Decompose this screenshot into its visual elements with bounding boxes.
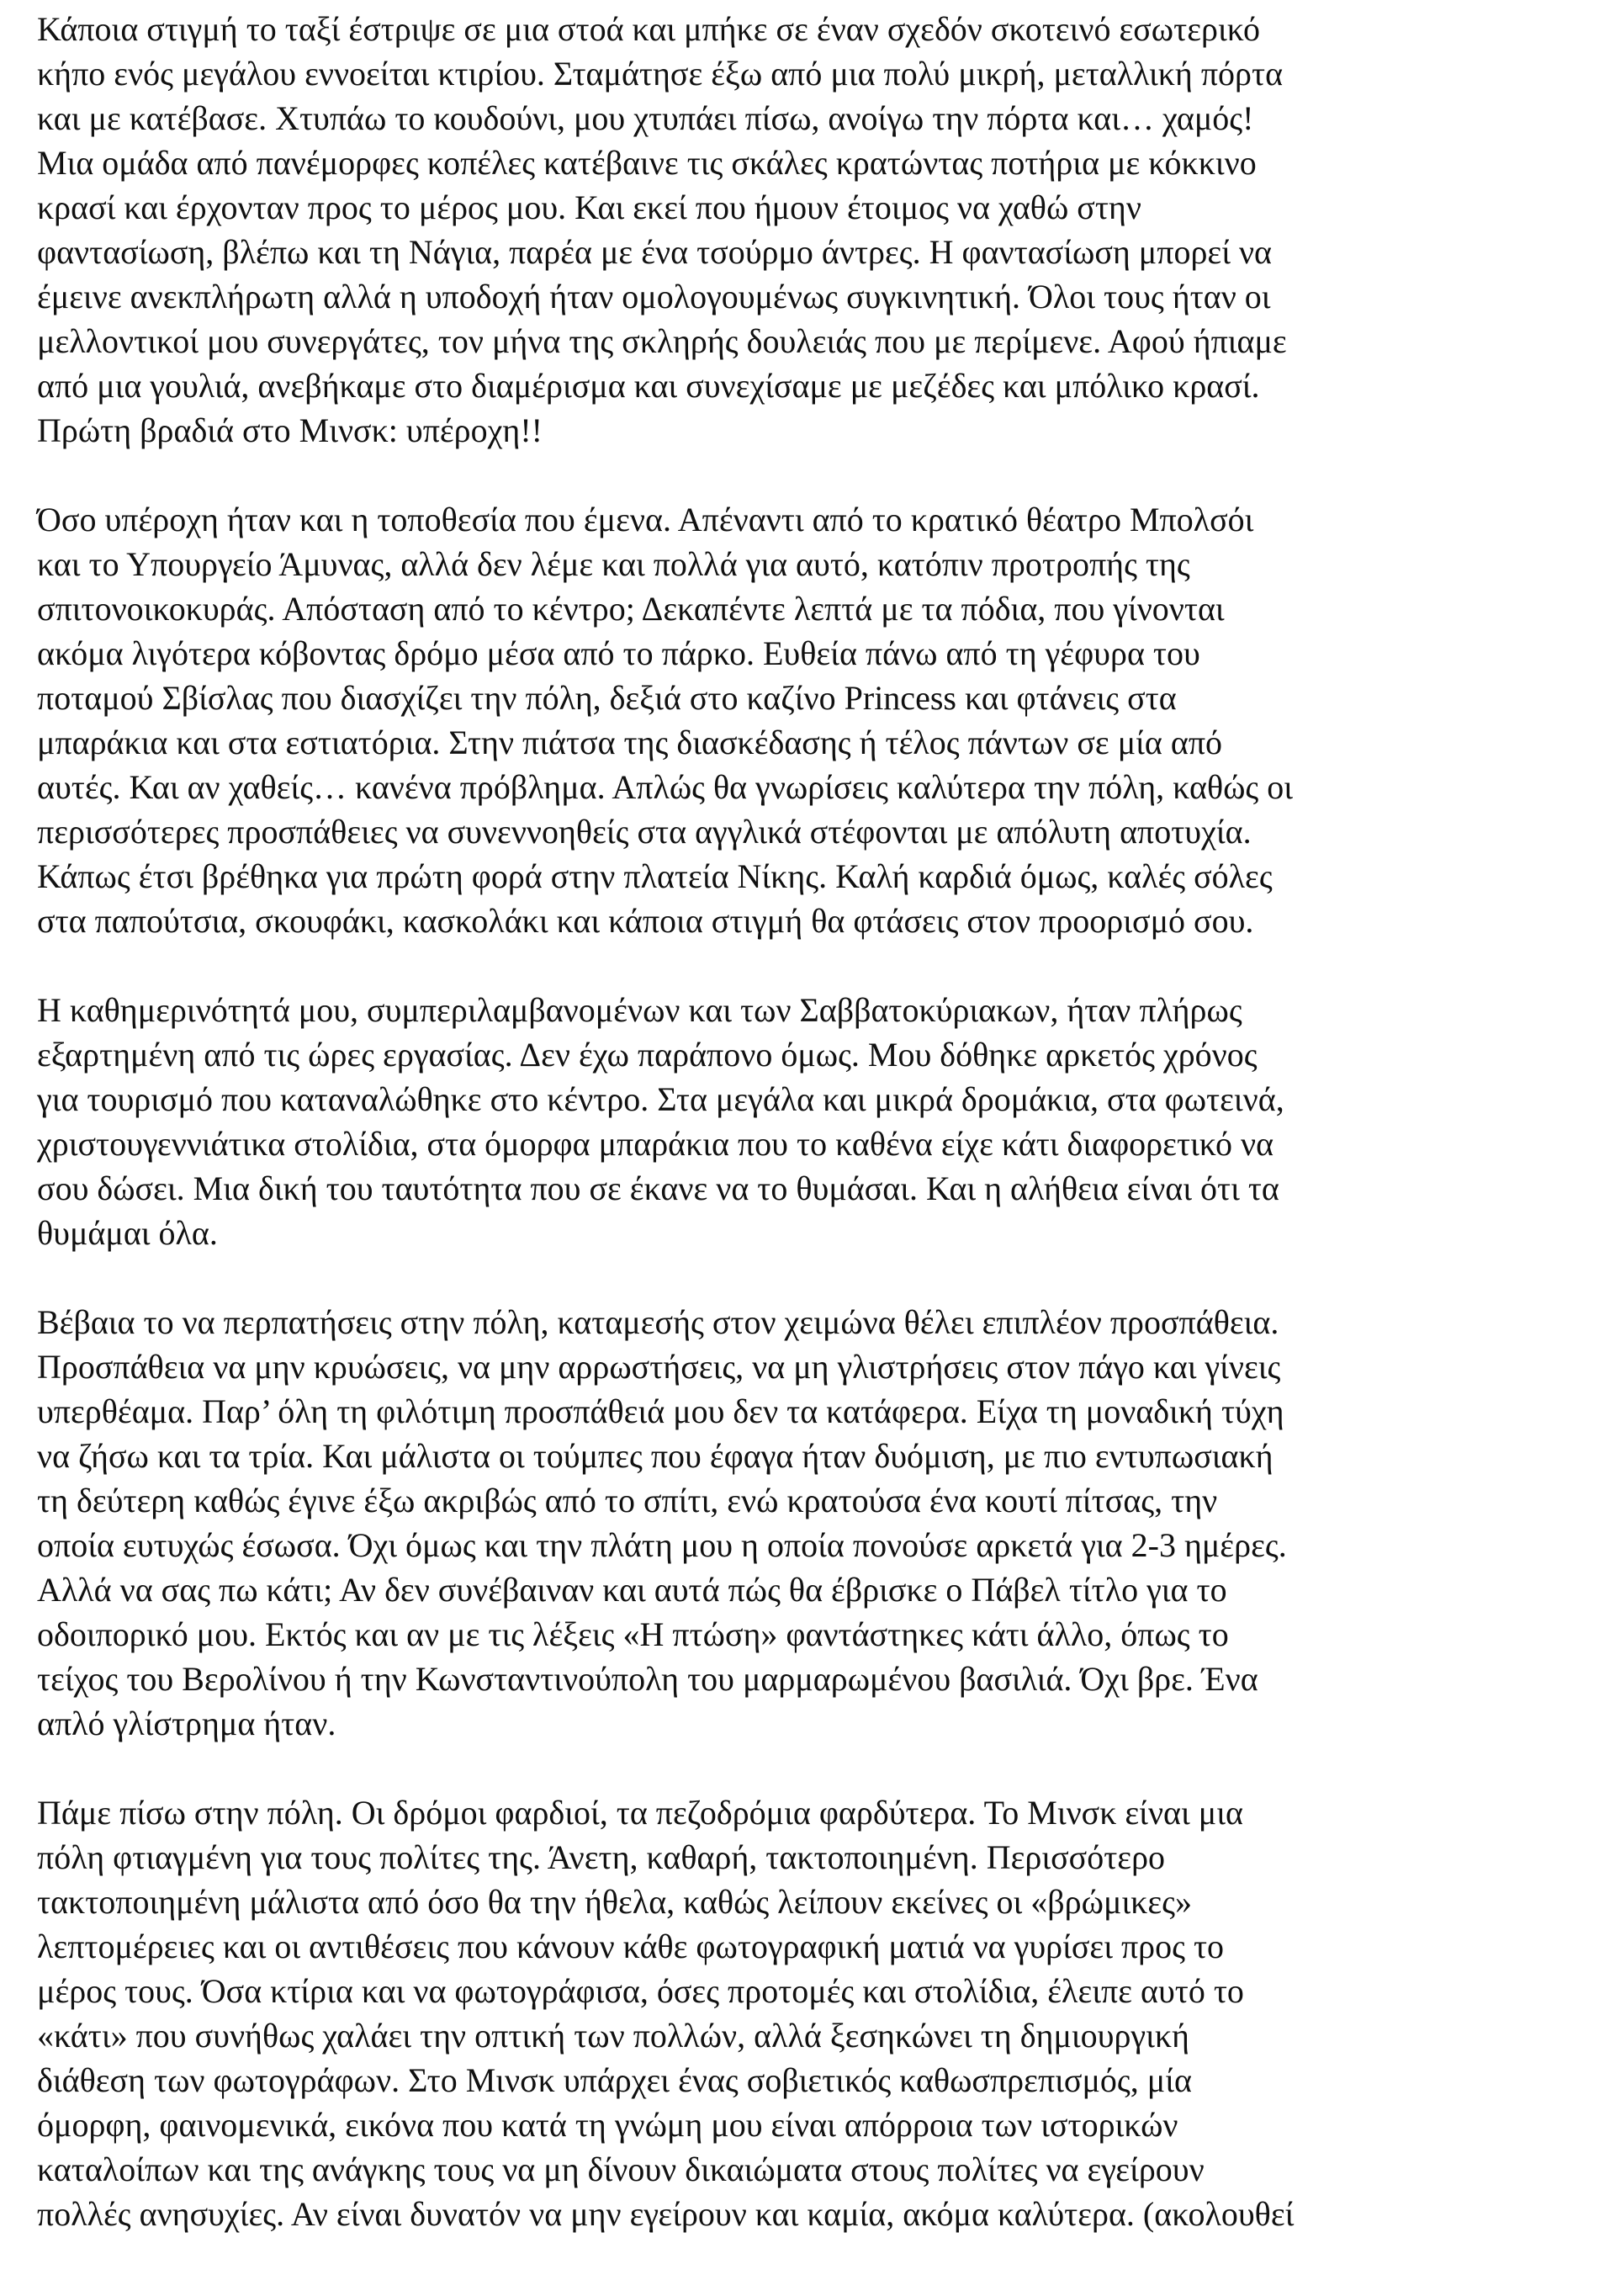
paragraph-5 bbox=[37, 1790, 1585, 2236]
text-line: χριστουγεννιάτικα στολίδια, στα όμορφα μπαράκια που το καθένα είχε κάτι διαφορετικό να bbox=[37, 1125, 1274, 1163]
paragraph-4 bbox=[37, 1300, 1585, 1746]
text-line: θυμάμαι όλα. bbox=[37, 1214, 218, 1252]
text-line: στα παπούτσια, σκουφάκι, κασκολάκι και κάποια στιγμή θα φτάσεις στον προορισμό σου. bbox=[37, 902, 1254, 940]
text-line: Πρώτη βραδιά στο Μινσκ: υπέροχη!! bbox=[37, 411, 543, 449]
text-line: Αλλά να σας πω κάτι; Αν δεν συνέβαιναν και αυτά πώς θα έβρισκε ο Πάβελ τίτλο για το bbox=[37, 1571, 1227, 1609]
text-line: διάθεση των φωτογράφων. Στο Μινσκ υπάρχει ένας σοβιετικός καθωσπρεπισμός, μία bbox=[37, 2061, 1192, 2099]
text-line: υπερθέαμα. Παρ’ όλη τη φιλότιμη προσπάθειά μου δεν τα κατάφερα. Είχα τη μοναδική τύχη bbox=[37, 1392, 1284, 1430]
text-line: λεπτομέρειες και οι αντιθέσεις που κάνουν κάθε φωτογραφική ματιά να γυρίσει προς το bbox=[37, 1927, 1225, 1965]
text-line: μπαράκια και στα εστιατόρια. Στην πιάτσα της διασκέδασης ή τέλος πάντων σε μία από bbox=[37, 724, 1223, 761]
text-line: ακόμα λιγότερα κόβοντας δρόμο μέσα από το πάρκο. Ευθεία πάνω από τη γέφυρα του bbox=[37, 634, 1200, 672]
text-line: ποταμού Σβίσλας που διασχίζει την πόλη, δεξιά στο καζίνο Princess και φτάνεις στα bbox=[37, 679, 1177, 717]
text-line: οδοιπορικό μου. Εκτός και αν με τις λέξεις «Η πτώση» φαντάστηκες κάτι άλλο, όπως το bbox=[37, 1615, 1229, 1653]
text-line: Μια ομάδα από πανέμορφες κοπέλες κατέβαινε τις σκάλες κρατώντας ποτήρια με κόκκινο bbox=[37, 144, 1257, 182]
text-line: τη δεύτερη καθώς έγινε έξω ακριβώς από το σπίτι, ενώ κρατούσα ένα κουτί πίτσας, την bbox=[37, 1482, 1218, 1519]
text-line: τείχος του Βερολίνου ή την Κωνσταντινούπολη του μαρμαρωμένου βασιλιά. Όχι βρε. Ένα bbox=[37, 1660, 1258, 1698]
text-line: και με κατέβασε. Χτυπάω το κουδούνι, μου χτυπάει πίσω, ανοίγω την πόρτα και… χαμός! bbox=[37, 99, 1254, 137]
paragraph-1 bbox=[37, 7, 1585, 453]
text-line: κρασί και έρχονταν προς το μέρος μου. Και εκεί που ήμουν έτοιμος να χαθώ στην bbox=[37, 188, 1141, 226]
text-line: κήπο ενός μεγάλου εννοείται κτιρίου. Σταμάτησε έξω από μια πολύ μικρή, μεταλλική πόρτα bbox=[37, 55, 1284, 93]
text-line: Προσπάθεια να μην κρυώσεις, να μην αρρωστήσεις, να μη γλιστρήσεις στον πάγο και γίνεις bbox=[37, 1348, 1281, 1386]
text-line: να ζήσω και τα τρία. Και μάλιστα οι τούμπες που έφαγα ήταν δυόμιση, με πιο εντυπωσιακή bbox=[37, 1437, 1273, 1475]
text-line: Πάμε πίσω στην πόλη. Οι δρόμοι φαρδιοί, τα πεζοδρόμια φαρδύτερα. Το Μινσκ είναι μια bbox=[37, 1794, 1243, 1832]
text-line: φαντασίωση, βλέπω και τη Νάγια, παρέα με ένα τσούρμο άντρες. Η φαντασίωση μπορεί να bbox=[37, 233, 1273, 271]
text-line: από μια γουλιά, ανεβήκαμε στο διαμέρισμα και συνεχίσαμε με μεζέδες και μπόλικο κρασί. bbox=[37, 367, 1260, 405]
text-line: Βέβαια το να περπατήσεις στην πόλη, καταμεσής στον χειμώνα θέλει επιπλέον προσπάθεια. bbox=[37, 1303, 1279, 1341]
text-line: πολλές ανησυχίες. Αν είναι δυνατόν να μην εγείρουν και καμία, ακόμα καλύτερα. (ακολουθεί bbox=[37, 2195, 1295, 2233]
text-line: μέρος τους. Όσα κτίρια και να φωτογράφισα, όσες προτομές και στολίδια, έλειπε αυτό το bbox=[37, 1972, 1244, 2010]
paragraph-2 bbox=[37, 497, 1585, 943]
text-line: περισσότερες προσπάθειες να συνεννοηθείς στα αγγλικά στέφονται με απόλυτη αποτυχία. bbox=[37, 813, 1252, 851]
text-line: και το Υπουργείο Άμυνας, αλλά δεν λέμε και πολλά για αυτό, κατόπιν προτροπής της bbox=[37, 545, 1190, 583]
text-line: όμορφη, φαινομενικά, εικόνα που κατά τη γνώμη μου είναι απόρροια των ιστορικών bbox=[37, 2106, 1178, 2144]
text-line: Η καθημερινότητά μου, συμπεριλαμβανομένων και των Σαββατοκύριακων, ήταν πλήρως bbox=[37, 991, 1242, 1029]
text-line: σου δώσει. Μια δική του ταυτότητα που σε έκανε να το θυμάσαι. Και η αλήθεια είναι ότι τα bbox=[37, 1169, 1279, 1207]
text-line: Κάποια στιγμή το ταξί έστριψε σε μια στοά και μπήκε σε έναν σχεδόν σκοτεινό εσωτερικό bbox=[37, 10, 1261, 48]
text-line: απλό γλίστρημα ήταν. bbox=[37, 1705, 336, 1742]
document-body bbox=[37, 7, 1585, 2281]
text-line: καταλοίπων και της ανάγκης τους να μη δίνουν δικαιώματα στους πολίτες να εγείρουν bbox=[37, 2150, 1205, 2188]
text-line: πόλη φτιαγμένη για τους πολίτες της. Άνετη, καθαρή, τακτοποιημένη. Περισσότερο bbox=[37, 1838, 1166, 1876]
text-line: οποία ευτυχώς έσωσα. Όχι όμως και την πλάτη μου η οποία πονούσε αρκετά για 2-3 ημέρες. bbox=[37, 1526, 1287, 1564]
text-line: Όσο υπέροχη ήταν και η τοποθεσία που έμενα. Απέναντι από το κρατικό θέατρο Μπολσόι bbox=[37, 501, 1254, 538]
text-line: αυτές. Και αν χαθείς… κανένα πρόβλημα. Απλώς θα γνωρίσεις καλύτερα την πόλη, καθώς οι bbox=[37, 768, 1294, 806]
text-line: έμεινε ανεκπλήρωτη αλλά η υποδοχή ήταν ομολογουμένως συγκινητική. Όλοι τους ήταν οι bbox=[37, 278, 1271, 316]
text-line: τακτοποιημένη μάλιστα από όσο θα την ήθελα, καθώς λείπουν εκείνες οι «βρώμικες» bbox=[37, 1883, 1192, 1921]
text-line: «κάτι» που συνήθως χαλάει την οπτική των πολλών, αλλά ξεσηκώνει τη δημιουργική bbox=[37, 2017, 1189, 2055]
paragraph-3 bbox=[37, 988, 1585, 1255]
text-line: εξαρτημένη από τις ώρες εργασίας. Δεν έχω παράπονο όμως. Μου δόθηκε αρκετός χρόνος bbox=[37, 1036, 1258, 1074]
text-line: σπιτονοικοκυράς. Απόσταση από το κέντρο; Δεκαπέντε λεπτά με τα πόδια, που γίνονται bbox=[37, 590, 1225, 628]
text-line: για τουρισμό που καταναλώθηκε στο κέντρο. Στα μεγάλα και μικρά δρομάκια, στα φωτεινά, bbox=[37, 1080, 1284, 1118]
text-line: Κάπως έτσι βρέθηκα για πρώτη φορά στην πλατεία Νίκης. Καλή καρδιά όμως, καλές σόλες bbox=[37, 857, 1273, 895]
text-line: μελλοντικοί μου συνεργάτες, τον μήνα της σκληρής δουλειάς που με περίμενε. Αφού ήπιαμε bbox=[37, 322, 1287, 360]
